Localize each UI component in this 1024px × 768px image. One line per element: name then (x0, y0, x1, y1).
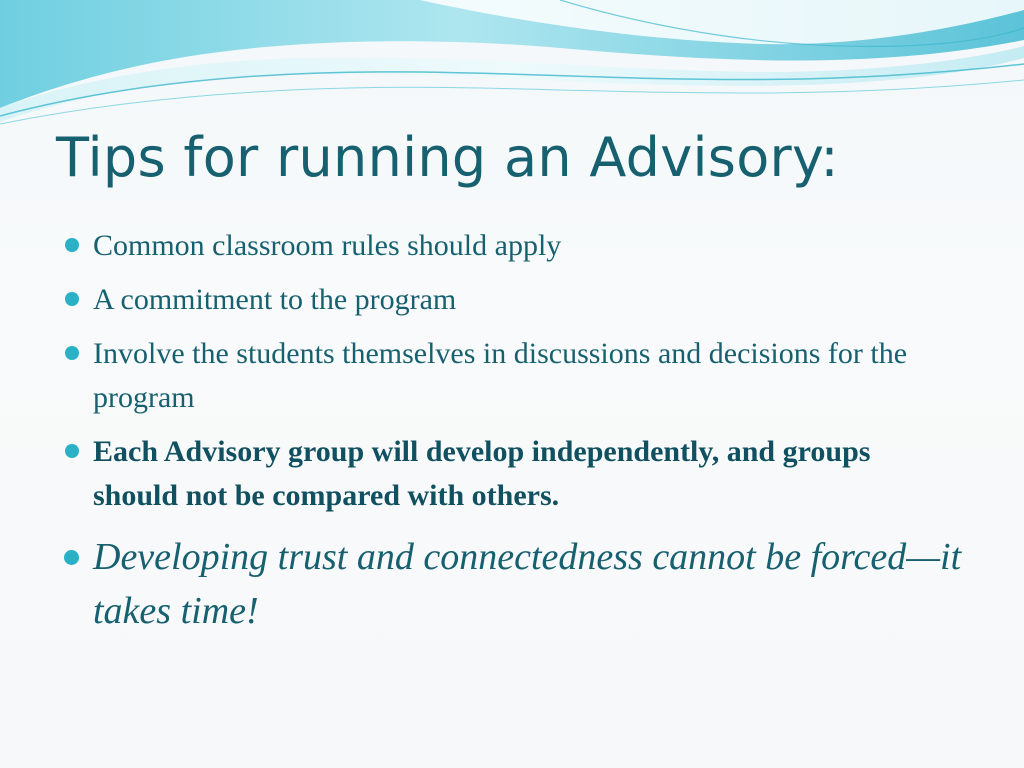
bullet-text: Each Advisory group will develop independently, and groups should not be compared with others. (93, 435, 871, 512)
bullet-dot-icon (65, 444, 79, 458)
bullet-list (62, 224, 962, 648)
bullet-text: Involve the students themselves in discussions and decisions for the program (93, 337, 908, 414)
bullet-dot-icon (65, 238, 79, 252)
bullet-text: Common classroom rules should apply (93, 229, 562, 262)
bullet-dot-icon (65, 292, 79, 306)
slide-title: Tips for running an Advisory: (56, 126, 839, 189)
bullet-item (62, 332, 962, 420)
bullet-item (62, 224, 962, 268)
bullet-item-highlight (62, 530, 962, 638)
bullet-text: A commitment to the program (93, 283, 457, 316)
bullet-item (62, 278, 962, 322)
bullet-dot-icon (64, 550, 79, 565)
bullet-text: Developing trust and connectedness cannot be forced—it takes time! (93, 536, 962, 632)
decorative-wave-header (0, 0, 1024, 140)
bullet-dot-icon (65, 346, 79, 360)
bullet-item-emphasis (62, 430, 962, 518)
